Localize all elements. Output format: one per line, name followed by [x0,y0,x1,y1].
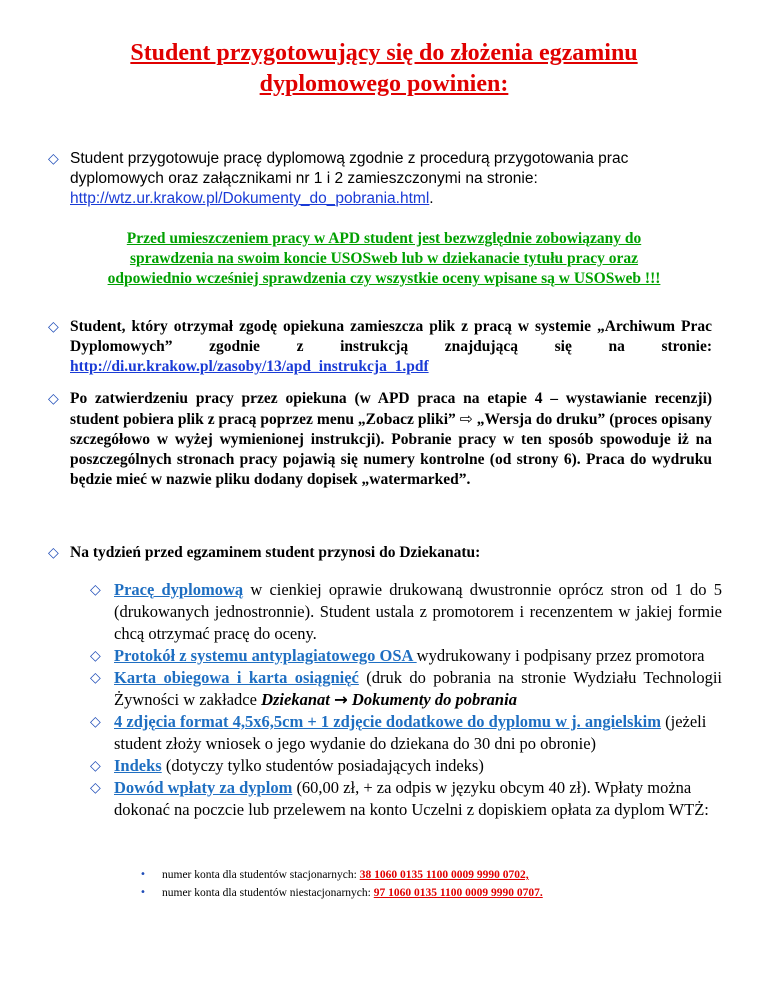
list-item: • numer konta dla studentów stacjonarnych: 38 1060 0135 1100 0009 9990 0702, [140,866,700,884]
page-title [60,38,708,100]
diamond-outline-icon: ◇ [90,714,101,730]
title-line-1: Student przygotowujący się do złożenia egzaminu [130,40,638,66]
diamond-outline-icon: ◇ [90,670,101,686]
list-item: • numer konta dla studentów niestacjonarnych: 97 1060 0135 1100 0009 9990 0707. [140,884,700,902]
required-documents-list [90,579,722,821]
title-line-2: dyplomowego powinien: [259,71,509,97]
item-procedure-text: Student przygotowuje pracę dyplomową zgodnie z procedurą przygotowania prac dyplomowych oraz załącznikami nr 1 i 2 zamieszczonymi na stronie: [70,150,629,187]
apd-instruction-link[interactable]: http://di.ur.krakow.pl/zasoby/13/apd_instrukcja_1.pdf [70,358,429,375]
bullet-icon: • [140,887,146,898]
diamond-outline-icon: ◇ [90,758,101,774]
diamond-outline-icon: ◇ [90,648,101,664]
diamond-outline-icon: ◇ [48,391,59,407]
account-number-parttime: 97 1060 0135 1100 0009 9990 0707. [373,887,543,899]
list-item: ◇ Karta obiegowa i karta osiągnięć (druk do pobrania na stronie Wydziału Technologii Żywności w zakładce Dziekanat → Dokumenty do pobrania [90,668,722,709]
list-item: ◇ 4 zdjęcia format 4,5x6,5cm + 1 zdjęcie dodatkowe do dyplomu w j. angielskim (jeżeli student złoży wniosek o jego wydanie do dziekana do 30 dni po obronie) [90,712,707,753]
item-apd-upload-text: Student, który otrzymał zgodę opiekuna zamieszcza plik z pracą w systemie „Archiwum Prac Dyplomowych” zgodnie z instrukcją znajdującą się na stronie: [70,318,712,355]
diamond-outline-icon: ◇ [48,319,59,335]
bullet-icon: • [140,869,146,880]
list-item: ◇ Protokół z systemu antyplagiatowego OSA wydrukowany i podpisany przez promotora [90,646,705,665]
account-number-fulltime: 38 1060 0135 1100 0009 9990 0702, [359,869,529,881]
diamond-outline-icon: ◇ [48,545,59,561]
list-item-apd-upload [48,317,712,377]
list-item-procedure: ◇ Student przygotowuje pracę dyplomową zgodnie z procedurą przygotowania prac dyplomowych oraz załącznikami nr 1 i 2 zamieszczonymi na stronie: http://wtz.ur.krakow.pl/Dokumenty_do_pobrania.html. [48,150,629,207]
list-item: ◇ Indeks (dotyczy tylko studentów posiadających indeks) [90,756,484,775]
item-dean-office-text: Na tydzień przed egzaminem student przynosi do Dziekanatu: [70,544,481,561]
documents-link[interactable]: http://wtz.ur.krakow.pl/Dokumenty_do_pobrania.html [70,190,430,207]
list-item: ◇ Pracę dyplomową w cienkiej oprawie drukowaną dwustronnie oprócz stron od 1 do 5 (drukowanych jednostronnie). Student ustala z promotorem i recenzentem w jakiej formie chcą otrzymać pracę do oceny. [90,580,722,643]
list-item: ◇ Dowód wpłaty za dyplom (60,00 zł, + za odpis w języku obcym 40 zł). Wpłaty można dokonać na poczcie lub przelewem na konto Uczelni z dopiskiem opłata za dyplom WTŻ: [90,778,709,819]
list-item-print-version: ◇ Po zatwierdzeniu pracy przez opiekuna (w APD praca na etapie 4 – wystawianie recenzji) student pobiera plik z pracą poprzez menu „Zobacz pliki” ⇨ „Wersja do druku” (proces opisany szczegółowo w wyżej wymienionej instrukcji). Pobranie pracy w ten sposób spowoduje iż na poszczególnych stronach pracy pojawią się numery kontrolne (od strony 6). Praca do wydruku będzie mieć w nazwie pliku dodany dopisek „watermarked”. [48,390,713,488]
diamond-outline-icon: ◇ [48,151,59,167]
arrow-right-icon: → [333,690,348,709]
arrow-right-icon: ⇨ [459,410,473,428]
diamond-outline-icon: ◇ [90,780,101,796]
list-item-dean-office [48,543,712,563]
bank-accounts-list [140,866,700,902]
usosweb-notice: Przed umieszczeniem pracy w APD student jest bezwzględnie zobowiązany do sprawdzenia na swoim koncie USOSweb lub w dziekanacie tytułu pracy oraz odpowiednio wcześniej sprawdzenia czy wszystkie oceny wpisane są w USOSweb !!! [107,230,661,287]
diamond-outline-icon: ◇ [90,582,101,598]
